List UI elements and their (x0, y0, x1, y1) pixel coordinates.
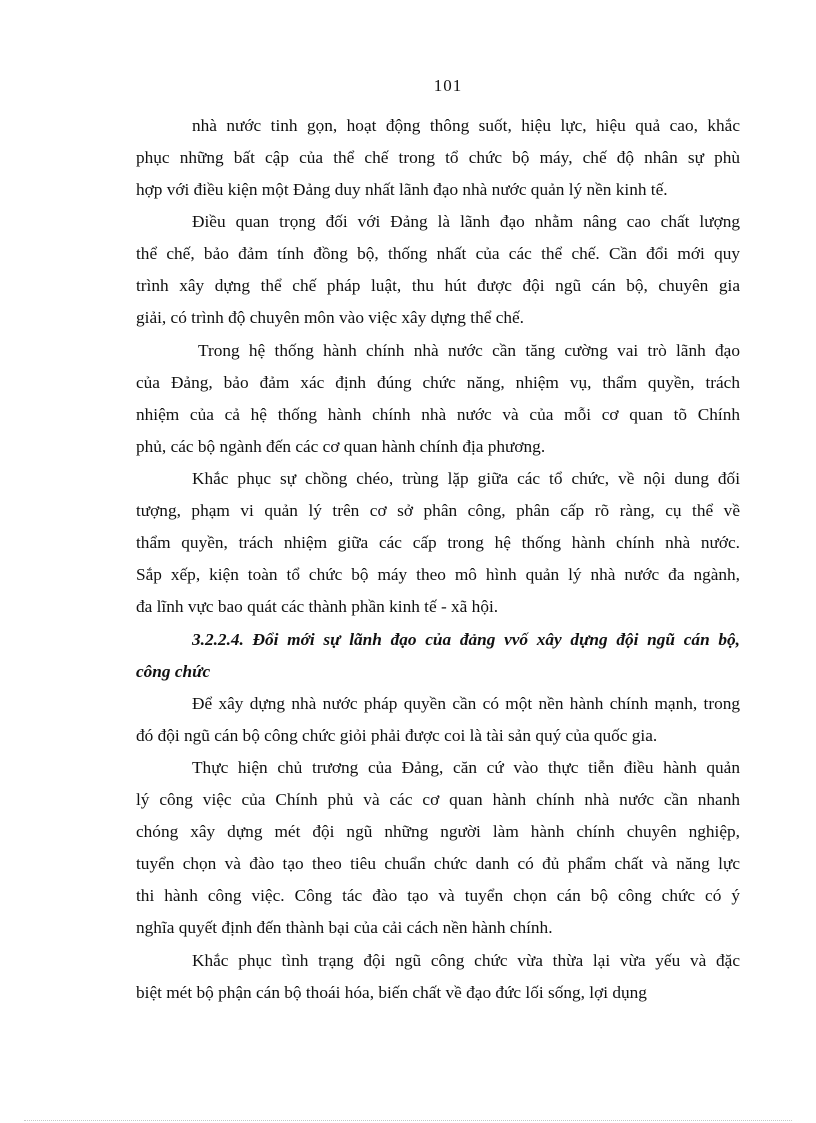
text-line: Điều quan trọng đối với Đảng là lãnh đạo nhằm nâng cao chất lượng (192, 212, 740, 231)
text-line: chóng xây dựng mét đội ngũ những người làm hành chính chuyên nghiệp, (136, 822, 740, 841)
text-line: Sắp xếp, kiện toàn tổ chức bộ máy theo mô hình quản lý nhà nước đa ngành, (136, 565, 740, 584)
page-bottom-divider (24, 1120, 792, 1121)
text-line: đó đội ngũ cán bộ công chức giỏi phải được coi là tài sản quý của quốc gia. (136, 726, 658, 745)
text-line: phục những bất cập của thể chế trong tổ chức bộ máy, chế độ nhân sự phù (136, 148, 740, 167)
text-line: thẩm quyền, trách nhiệm giữa các cấp trong hệ thống hành chính nhà nước. (136, 533, 740, 552)
page-number: 101 (433, 76, 463, 95)
text-line: đa lĩnh vực bao quát các thành phần kinh tế - xã hội. (136, 597, 499, 616)
text-line: nghĩa quyết định đến thành bại của cải cách nền hành chính. (136, 918, 553, 937)
text-line: của Đảng, bảo đảm xác định đúng chức năng, nhiệm vụ, thẩm quyền, trách (136, 373, 740, 392)
text-line: tượng, phạm vi quản lý trên cơ sở phân công, phân cấp rõ ràng, cụ thể về (136, 501, 740, 520)
text-line: nhiệm của cả hệ thống hành chính nhà nước và của mỗi cơ quan tõ Chính (136, 405, 740, 424)
text-line: giải, có trình độ chuyên môn vào việc xây dựng thể chế. (136, 308, 525, 327)
text-line: Để xây dựng nhà nước pháp quyền cần có một nền hành chính mạnh, trong (192, 694, 740, 713)
text-line: hợp với điều kiện một Đảng duy nhất lãnh đạo nhà nước quản lý nền kinh tế. (136, 180, 668, 199)
text-line: trình xây dựng thể chế pháp luật, thu hút được đội ngũ cán bộ, chuyên gia (136, 276, 740, 295)
text-line: tuyển chọn và đào tạo theo tiêu chuẩn chức danh có đủ phẩm chất và năng lực (136, 854, 740, 873)
section-heading: 3.2.2.4. Đổi mới sự lãnh đạo của đảng vvố xây dựng đội ngũ cán bộ, (192, 630, 740, 649)
text-line: thể chế, bảo đảm tính đồng bộ, thống nhất của các thể chế. Cần đổi mới quy (136, 244, 740, 263)
text-line: biệt mét bộ phận cán bộ thoái hóa, biến chất về đạo đức lối sống, lợi dụng (136, 983, 647, 1002)
text-line: Trong hệ thống hành chính nhà nước cần tăng cường vai trò lãnh đạo (198, 341, 740, 360)
text-line: Thực hiện chủ trương của Đảng, căn cứ vào thực tiễn điều hành quản (192, 758, 740, 777)
text-line: Khắc phục tình trạng đội ngũ công chức vừa thừa lại vừa yếu và đặc (192, 951, 740, 970)
text-line: Khắc phục sự chồng chéo, trùng lặp giữa các tổ chức, về nội dung đối (192, 469, 740, 488)
text-line: nhà nước tinh gọn, hoạt động thông suốt, hiệu lực, hiệu quả cao, khắc (192, 116, 740, 135)
text-line: thi hành công việc. Công tác đào tạo và tuyển chọn cán bộ công chức có ý (136, 886, 740, 905)
section-heading: công chức (136, 662, 211, 681)
text-line: phủ, các bộ ngành đến các cơ quan hành chính địa phương. (136, 437, 546, 456)
text-line: lý công việc của Chính phủ và các cơ quan hành chính nhà nước cần nhanh (136, 790, 740, 809)
